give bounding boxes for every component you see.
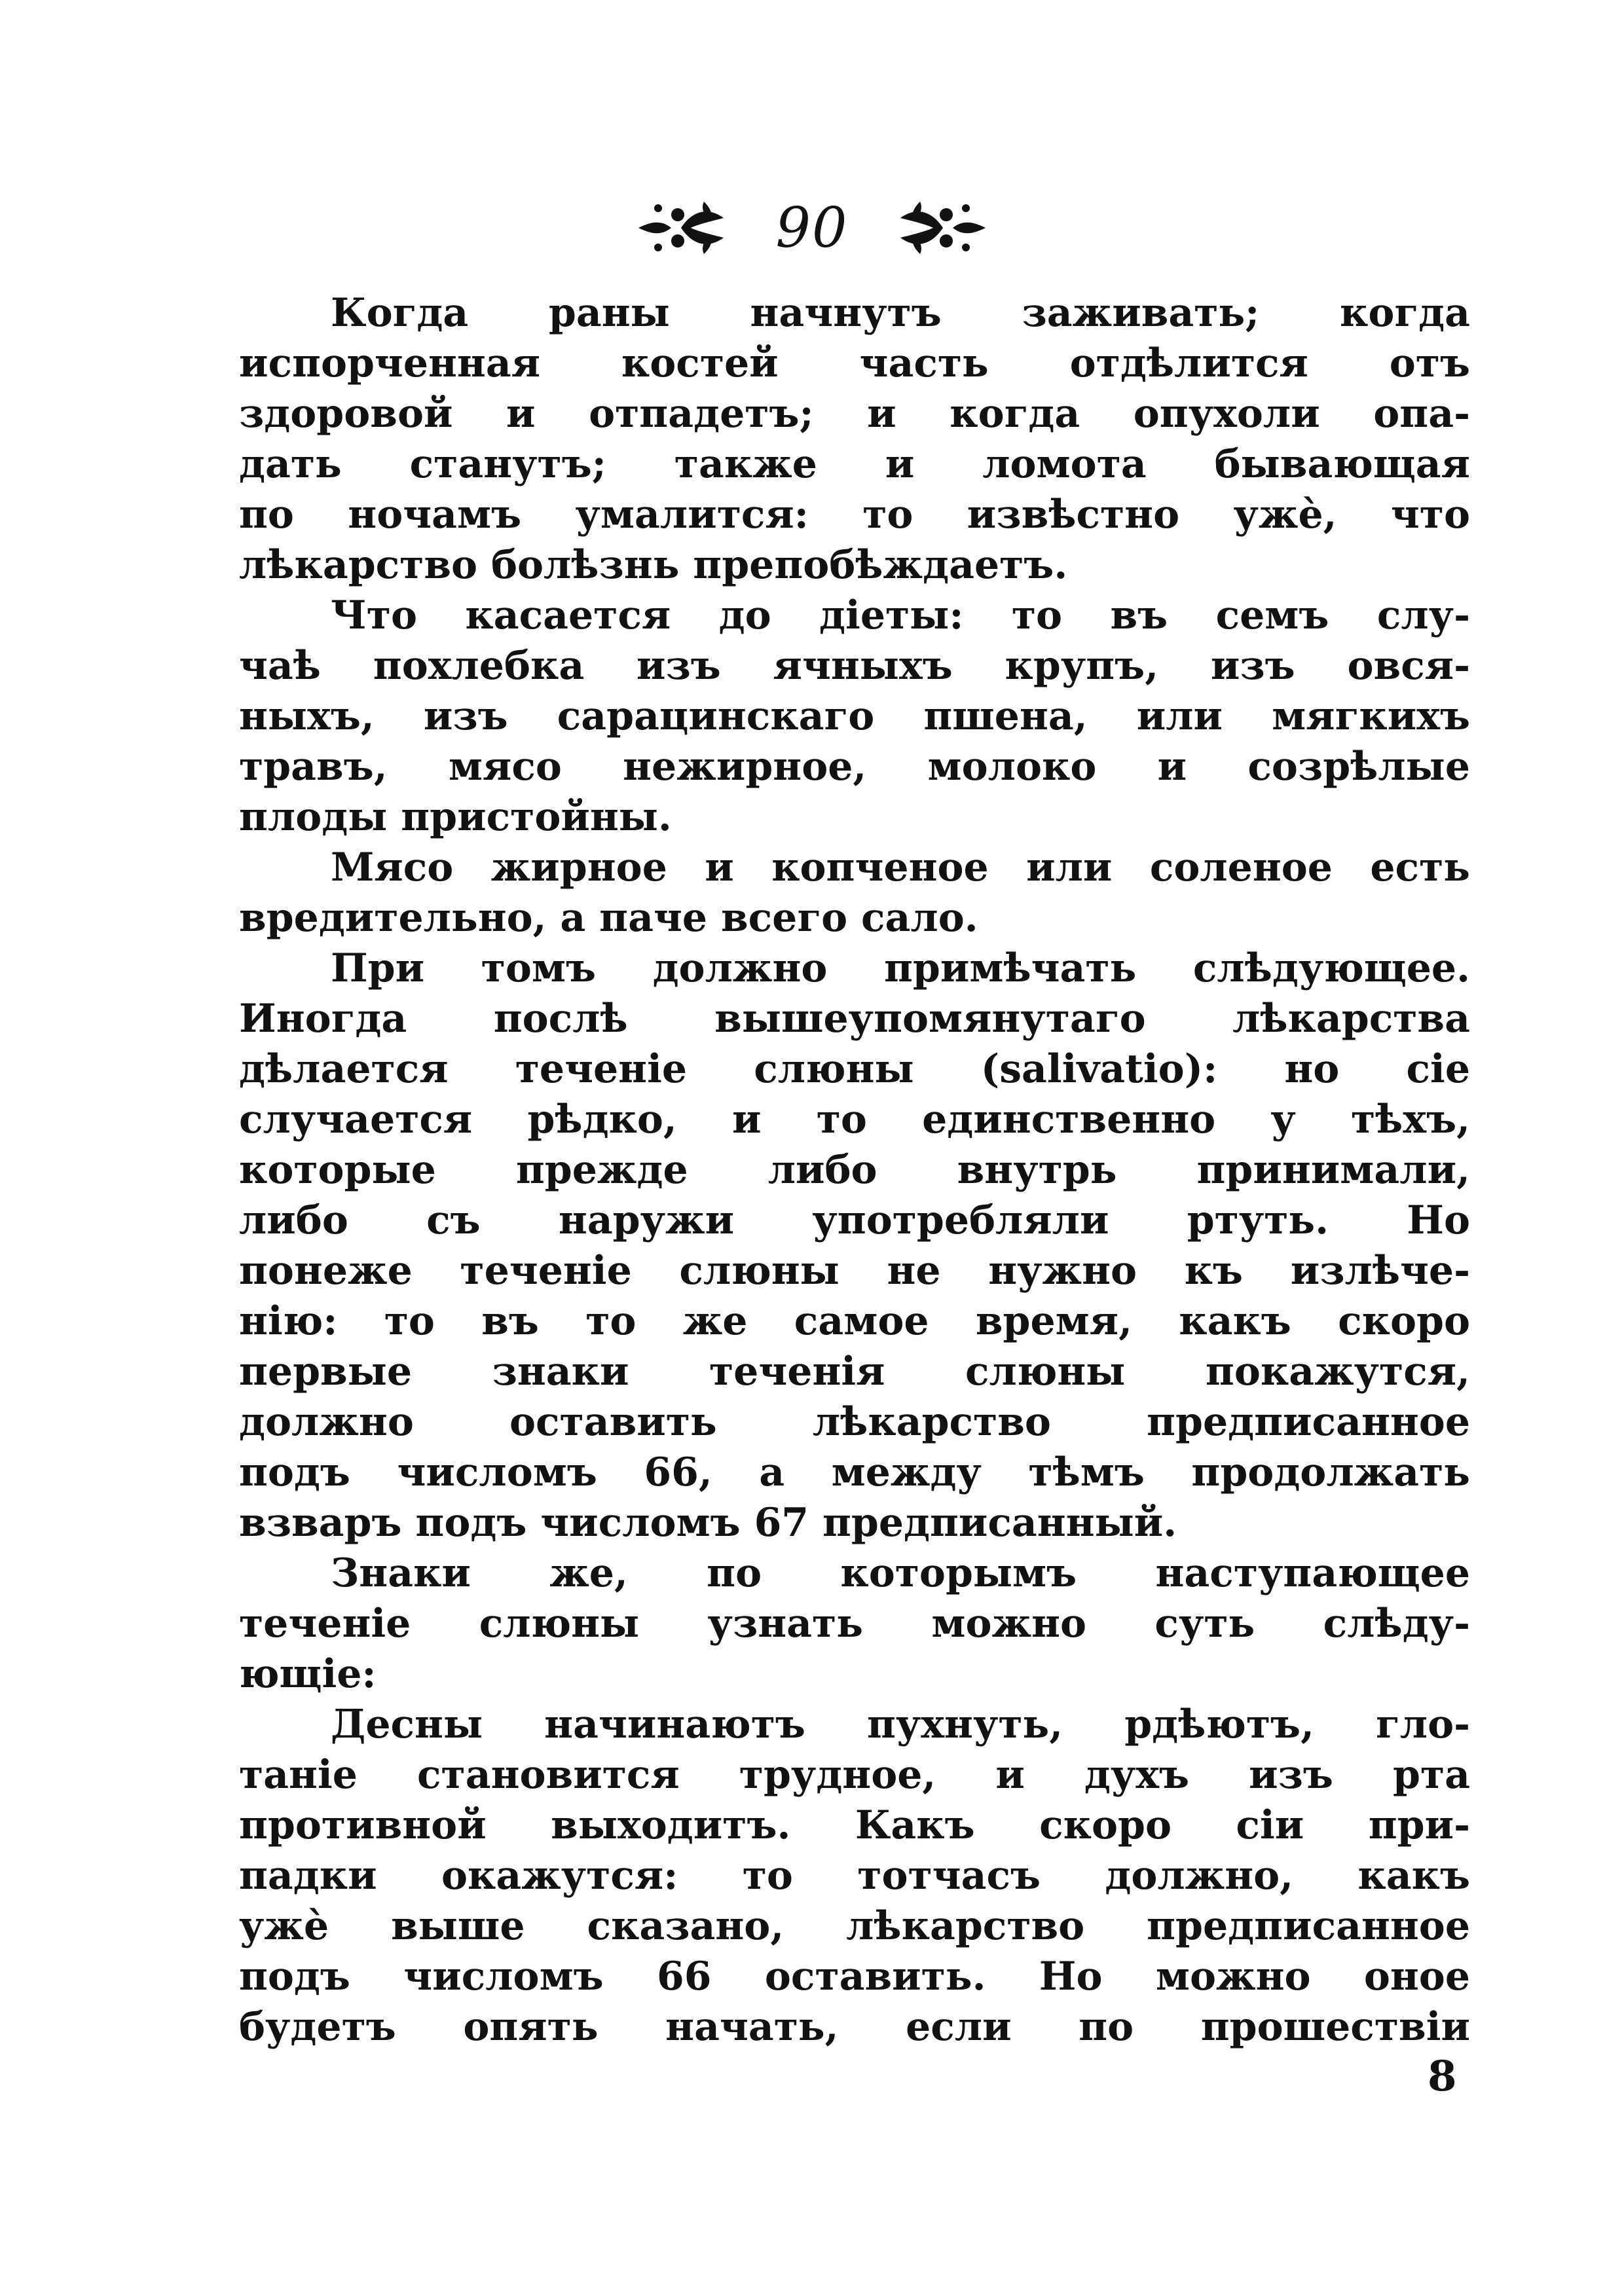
text-line: понеже теченіе слюны не нужно къ излѣче- <box>239 1248 1470 1294</box>
text-line: теченіе слюны узнать можно суть слѣду- <box>239 1601 1470 1647</box>
text-line: противной выходитъ. Какъ скоро сіи при- <box>239 1802 1470 1848</box>
text-line: здоровой и отпадетъ; и когда опухоли опа- <box>239 391 1470 437</box>
paragraph-diet <box>239 591 1470 843</box>
text-line: Когда раны начнутъ заживать; когда <box>331 290 1470 336</box>
text-line: чаѣ похлебка изъ ячныхъ крупъ, изъ овся- <box>239 643 1470 689</box>
text-line: подъ числомъ 66 оставить. Но можно оное <box>239 1954 1470 1999</box>
text-body <box>239 288 1470 2052</box>
text-line: взваръ подъ числомъ 67 предписанный. <box>239 1500 1177 1546</box>
text-line: будетъ опять начать, если по прошествіи <box>239 2004 1470 2050</box>
text-line: подъ числомъ 66, а между тѣмъ продолжать <box>239 1449 1470 1495</box>
text-line: Мясо жирное и копченое или соленое есть <box>331 845 1470 890</box>
text-line: случается рѣдко, и то единственно у тѣхъ, <box>239 1097 1470 1142</box>
paragraph-harmful-foods <box>239 843 1470 943</box>
text-line: ющіе: <box>239 1651 377 1697</box>
text-line: Десны начинаютъ пухнуть, рдѣютъ, гло- <box>331 1702 1470 1747</box>
text-line: падки окажутся: то тотчасъ должно, какъ <box>239 1853 1470 1899</box>
paragraph-salivation <box>239 943 1470 1548</box>
text-line: дѣлается теченіе слюны (salivatio): но сіе <box>239 1046 1470 1092</box>
text-line: первые знаки теченія слюны покажутся, <box>239 1349 1470 1394</box>
text-line: либо съ наружи употребляли ртуть. Но <box>239 1197 1470 1243</box>
text-line: Знаки же, по которымъ наступающее <box>331 1550 1470 1596</box>
text-line: плоды пристойны. <box>239 794 672 840</box>
text-line: нію: то въ то же самое время, какъ скоро <box>239 1298 1470 1344</box>
fleuron-ornament-right <box>894 195 992 261</box>
signature-mark: 8 <box>1428 2052 1457 2101</box>
paragraph-symptoms <box>239 1700 1470 2052</box>
text-line: Иногда послѣ вышеупомянутаго лѣкарства <box>239 996 1470 1042</box>
text-line: по ночамъ умалится: то извѣстно ужѐ, что <box>239 492 1470 538</box>
text-line: ужѐ выше сказано, лѣкарство предписанное <box>239 1903 1470 1949</box>
page-number: 90 <box>775 196 849 260</box>
text-line: лѣкарство болѣзнь препобѣждаетъ. <box>239 542 1068 588</box>
text-line: которые прежде либо внутрь принимали, <box>239 1147 1470 1193</box>
text-line: испорченная костей часть отдѣлится отъ <box>239 340 1470 386</box>
page-header <box>0 189 1624 267</box>
fleuron-ornament-left <box>632 195 730 261</box>
text-line: должно оставить лѣкарство предписанное <box>239 1399 1470 1445</box>
paragraph-healing-signs <box>239 288 1470 591</box>
text-line: вредительно, а паче всего сало. <box>239 895 978 941</box>
text-line: таніе становится трудное, и духъ изъ рта <box>239 1752 1470 1798</box>
text-line: дать станутъ; также и ломота бывающая <box>239 441 1470 487</box>
text-line: ныхъ, изъ сарацинскаго пшена, или мягкихъ <box>239 693 1470 739</box>
text-line: травъ, мясо нежирное, молоко и созрѣлые <box>239 744 1470 790</box>
paragraph-signs-intro <box>239 1548 1470 1700</box>
text-line: При томъ должно примѣчать слѣдующее. <box>331 945 1470 991</box>
text-line: Что касается до діеты: то въ семъ слу- <box>331 592 1470 638</box>
